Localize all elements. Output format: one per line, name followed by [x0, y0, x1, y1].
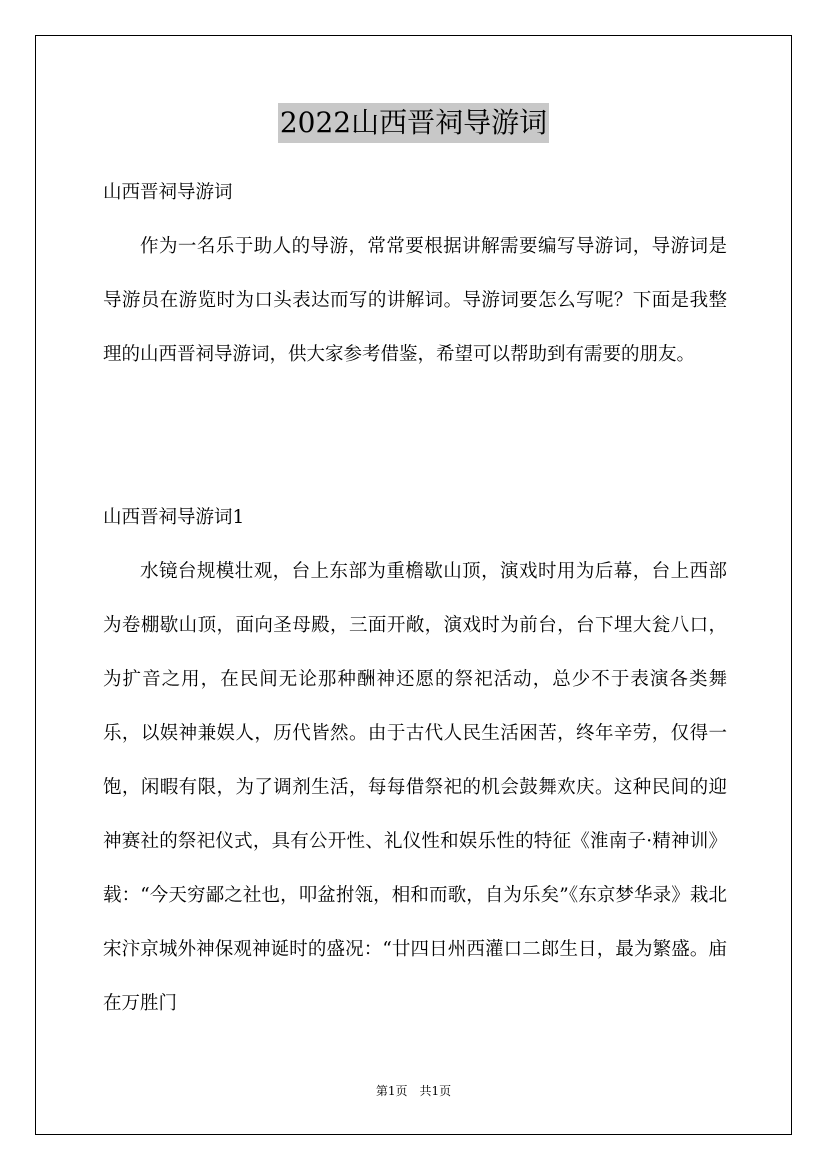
sub-heading: 山西晋祠导游词1	[103, 507, 245, 528]
body-paragraph: 水镜台规模壮观，台上东部为重檐歇山顶，演戏时用为后幕，台上西部为卷棚歇山顶，面向圣母殿，三面开敞，演戏时为前台，台下埋大瓮八口，为扩音之用，在民间无论那种酬神还愿的祭祀活动，总少不于表演各类舞乐，以娱神兼娱人，历代皆然。由于古代人民生活困苦，终年辛劳，仅得一饱，闲暇有限，为了调剂生活，每每借祭祀的机会鼓舞欢庆。这种民间的迎神赛社的祭祀仪式，具有公开性、礼仪性和娱乐性的特征《淮南子·精神训》载：“今天穷鄙之社也，叩盆拊瓴，相和而歌，自为乐矣”《东京梦华录》栽北宋汴京城外神保观神诞时的盛况：“廿四日州西灌口二郎生日，最为繁盛。庙在万胜门	[103, 561, 727, 1014]
page-footer: 第1页 共1页	[375, 1084, 452, 1098]
section-heading: 山西晋祠导游词	[103, 182, 233, 203]
document-title: 2022山西晋祠导游词	[278, 103, 549, 143]
intro-paragraph: 作为一名乐于助人的导游，常常要根据讲解需要编写导游词，导游词是导游员在游览时为口头表达而写的讲解词。导游词要怎么写呢？下面是我整理的山西晋祠导游词，供大家参考借鉴，希望可以帮助到有需要的朋友。	[103, 236, 727, 365]
title-container	[0, 103, 827, 143]
